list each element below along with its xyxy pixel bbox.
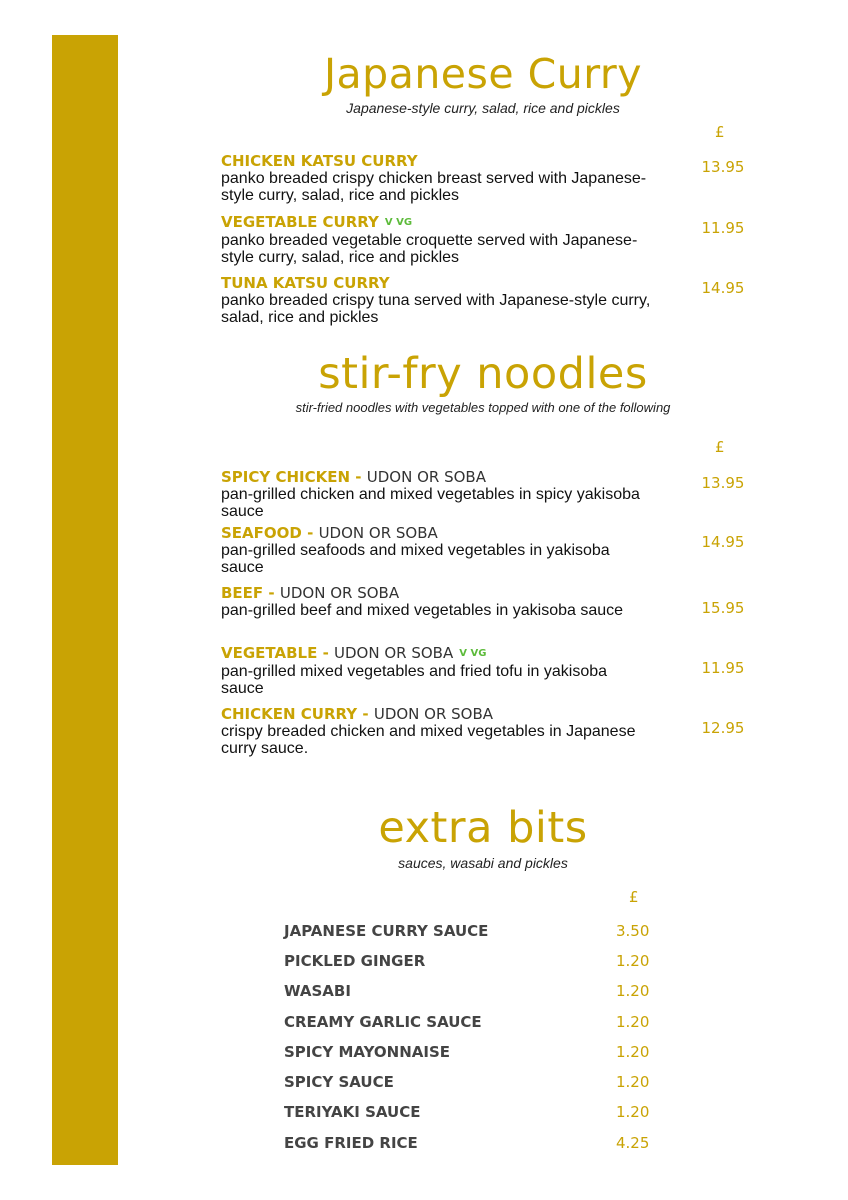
item-name: VEGETABLE CURRY [221,213,379,231]
menu-item-chicken-curry-noodles [221,705,661,757]
extra-item-name: JAPANESE CURRY SAUCE [284,922,489,940]
sidebar-accent-bar [52,35,118,1165]
item-name: SEAFOOD [221,524,302,542]
item-price: 11.95 [701,659,745,677]
extra-item-name: WASABI [284,982,351,1000]
extra-item-name: SPICY SAUCE [284,1073,394,1091]
menu-item-beef-noodles [221,584,661,619]
item-price: 15.95 [701,599,745,617]
extra-item-row [284,1013,664,1035]
extra-item-price: 1.20 [616,1073,650,1091]
extra-item-price: 4.25 [616,1134,650,1152]
noodles-currency-label: £ [715,438,725,456]
menu-item-tuna-katsu-curry [221,274,661,326]
menu-item-spicy-chicken-noodles [221,468,661,520]
extra-item-price: 1.20 [616,1103,650,1121]
noodles-section-title: stir-fry noodles [318,349,648,399]
item-separator: - [355,468,362,486]
item-price: 13.95 [701,474,745,492]
item-separator: - [362,705,369,723]
extras-section-title: extra bits [378,803,588,853]
item-description: panko breaded vegetable croquette served with Japanese-style curry, salad, rice and pickles [221,232,638,266]
item-variant: UDON OR SOBA [318,524,438,542]
extra-item-name: PICKLED GINGER [284,952,426,970]
extra-item-row [284,982,664,1004]
item-variant: UDON OR SOBA [334,644,454,662]
extra-item-name: EGG FRIED RICE [284,1134,418,1152]
menu-item-vegetable-curry [221,213,661,266]
extra-item-price: 1.20 [616,952,650,970]
extra-item-price: 1.20 [616,982,650,1000]
item-price: 14.95 [701,279,745,297]
curry-currency-label: £ [715,123,725,141]
item-description: crispy breaded chicken and mixed vegetables in Japanese curry sauce. [221,723,636,757]
item-name: SPICY CHICKEN [221,468,351,486]
item-name: VEGETABLE [221,644,318,662]
extra-item-price: 3.50 [616,922,650,940]
item-description: panko breaded crispy tuna served with Japanese-style curry, salad, rice and pickles [221,292,651,326]
item-variant: UDON OR SOBA [366,468,486,486]
item-name: BEEF [221,584,264,602]
item-price: 13.95 [701,158,745,176]
extra-item-name: TERIYAKI SAUCE [284,1103,421,1121]
vegan-badge: V VG [384,217,413,228]
item-name: TUNA KATSU CURRY [221,274,390,292]
extra-item-name: CREAMY GARLIC SAUCE [284,1013,482,1031]
item-price: 14.95 [701,533,745,551]
item-separator: - [322,644,329,662]
menu-item-chicken-katsu-curry [221,152,661,204]
curry-section-subtitle: Japanese-style curry, salad, rice and pickles [346,100,620,116]
extras-currency-label: £ [629,888,639,906]
item-price: 11.95 [701,219,745,237]
vegan-badge: V VG [459,648,487,659]
noodles-section-subtitle: stir-fried noodles with vegetables topped with one of the following [295,400,671,415]
extra-item-row [284,1103,664,1125]
item-variant: UDON OR SOBA [373,705,494,723]
menu-item-vegetable-noodles [221,644,661,697]
item-separator: - [268,584,275,602]
curry-section-title: Japanese Curry [323,50,643,98]
item-description: pan-grilled chicken and mixed vegetables in spicy yakisoba sauce [221,486,640,520]
item-name: CHICKEN CURRY [221,705,358,723]
extra-item-row [284,1134,664,1156]
item-name: CHICKEN KATSU CURRY [221,152,418,170]
item-description: pan-grilled mixed vegetables and fried tofu in yakisoba sauce [221,663,608,697]
extra-item-row [284,1073,664,1095]
item-description: panko breaded crispy chicken breast served with Japanese-style curry, salad, rice and pickles [221,170,647,204]
extra-item-row [284,922,664,944]
extra-item-price: 1.20 [616,1013,650,1031]
menu-item-seafood-noodles [221,524,661,576]
extra-item-price: 1.20 [616,1043,650,1061]
item-price: 12.95 [701,719,745,737]
item-description: pan-grilled seafoods and mixed vegetables in yakisoba sauce [221,542,610,576]
item-separator: - [307,524,314,542]
item-variant: UDON OR SOBA [279,584,400,602]
extra-item-name: SPICY MAYONNAISE [284,1043,450,1061]
extra-item-row [284,952,664,974]
extra-item-row [284,1043,664,1065]
item-description: pan-grilled beef and mixed vegetables in yakisoba sauce [221,602,624,619]
extras-section-subtitle: sauces, wasabi and pickles [398,855,568,871]
